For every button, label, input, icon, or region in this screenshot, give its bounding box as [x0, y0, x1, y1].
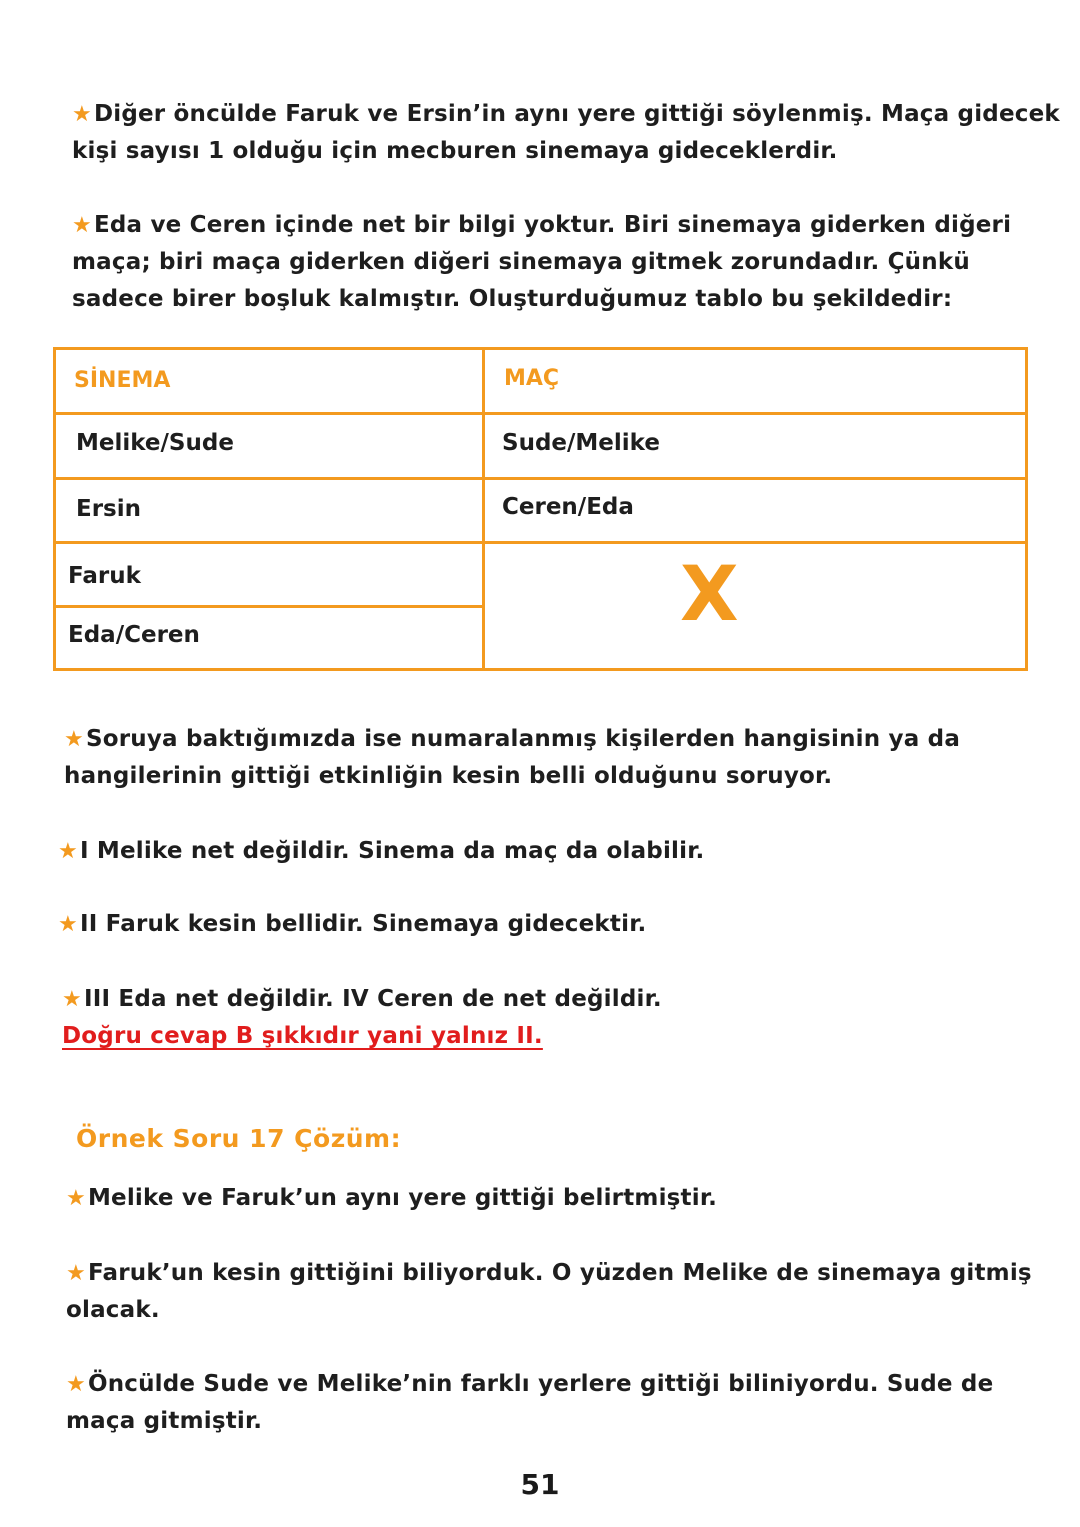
- table-divider: [56, 412, 1025, 415]
- page-number: 51: [520, 1468, 560, 1501]
- correct-answer: Doğru cevap B şıkkıdır yani yalnız II.: [62, 1023, 543, 1049]
- table-divider: [482, 350, 485, 668]
- table-divider: [56, 541, 1025, 544]
- paragraph-line: maça; biri maça giderken diğeri sinemaya gitmek zorundadır. Çünkü: [72, 249, 970, 275]
- paragraph-melike: [58, 833, 704, 870]
- paragraph-line: I Melike net değildir. Sinema da maç da olabilir.: [79, 838, 705, 864]
- table-cell-sinema: Ersin: [76, 496, 142, 522]
- table-cell-sinema: Melike/Sude: [76, 430, 234, 456]
- table-header-mac: MAÇ: [504, 366, 560, 391]
- paragraph-question: [64, 721, 960, 795]
- star-icon: ★: [72, 213, 92, 238]
- table-divider: [56, 477, 1025, 480]
- star-icon: ★: [58, 912, 78, 937]
- table-cell-sinema: Eda/Ceren: [68, 622, 200, 648]
- paragraph-line: maça gitmiştir.: [66, 1408, 263, 1434]
- paragraph-line: Eda ve Ceren içinde net bir bilgi yoktur. Biri sinemaya giderken diğeri: [93, 212, 1012, 238]
- paragraph-line: Melike ve Faruk’un aynı yere gittiği belirtmiştir.: [87, 1185, 718, 1211]
- paragraph-faruk: [58, 906, 646, 943]
- table-cell-mac: Sude/Melike: [502, 430, 660, 456]
- paragraph-line: Öncülde Sude ve Melike’nin farklı yerlere gittiği biliniyordu. Sude de: [87, 1371, 994, 1397]
- star-icon: ★: [66, 1372, 86, 1397]
- star-icon: ★: [62, 987, 82, 1012]
- star-icon: ★: [66, 1186, 86, 1211]
- table-header-sinema: SİNEMA: [74, 368, 171, 393]
- paragraph-line: Faruk’un kesin gittiğini biliyorduk. O yüzden Melike de sinemaya gitmiş: [87, 1260, 1032, 1286]
- paragraph-sude-melike: [66, 1366, 993, 1440]
- paragraph-line: II Faruk kesin bellidir. Sinemaya gidecektir.: [79, 911, 647, 937]
- empty-cell-x-mark: X: [680, 549, 739, 638]
- paragraph-eda-ceren-result: [62, 981, 662, 1055]
- table-divider: [56, 605, 482, 608]
- star-icon: ★: [58, 839, 78, 864]
- paragraph-line: olacak.: [66, 1297, 160, 1323]
- paragraph-line: kişi sayısı 1 olduğu için mecburen sinemaya gideceklerdir.: [72, 138, 838, 164]
- paragraph-faruk-ersin: [72, 96, 1060, 170]
- star-icon: ★: [66, 1261, 86, 1286]
- paragraph-line: hangilerinin gittiği etkinliğin kesin belli olduğunu soruyor.: [64, 763, 833, 789]
- paragraph-line: sadece birer boşluk kalmıştır. Oluşturduğumuz tablo bu şekildedir:: [72, 286, 953, 312]
- star-icon: ★: [72, 102, 92, 127]
- table-cell-mac: Ceren/Eda: [502, 494, 634, 520]
- paragraph-line: Diğer öncülde Faruk ve Ersin’in aynı yere gittiği söylenmiş. Maça gidecek: [93, 101, 1060, 127]
- paragraph-melike-faruk: [66, 1180, 717, 1217]
- paragraph-faruk-kesin: [66, 1255, 1032, 1329]
- table-cell-sinema: Faruk: [68, 563, 141, 589]
- paragraph-eda-ceren: [72, 207, 1011, 318]
- star-icon: ★: [64, 727, 84, 752]
- section-title: Örnek Soru 17 Çözüm:: [76, 1124, 402, 1153]
- paragraph-line: III Eda net değildir. IV Ceren de net değildir.: [83, 986, 662, 1012]
- paragraph-line: Soruya baktığımızda ise numaralanmış kişilerden hangisinin ya da: [85, 726, 961, 752]
